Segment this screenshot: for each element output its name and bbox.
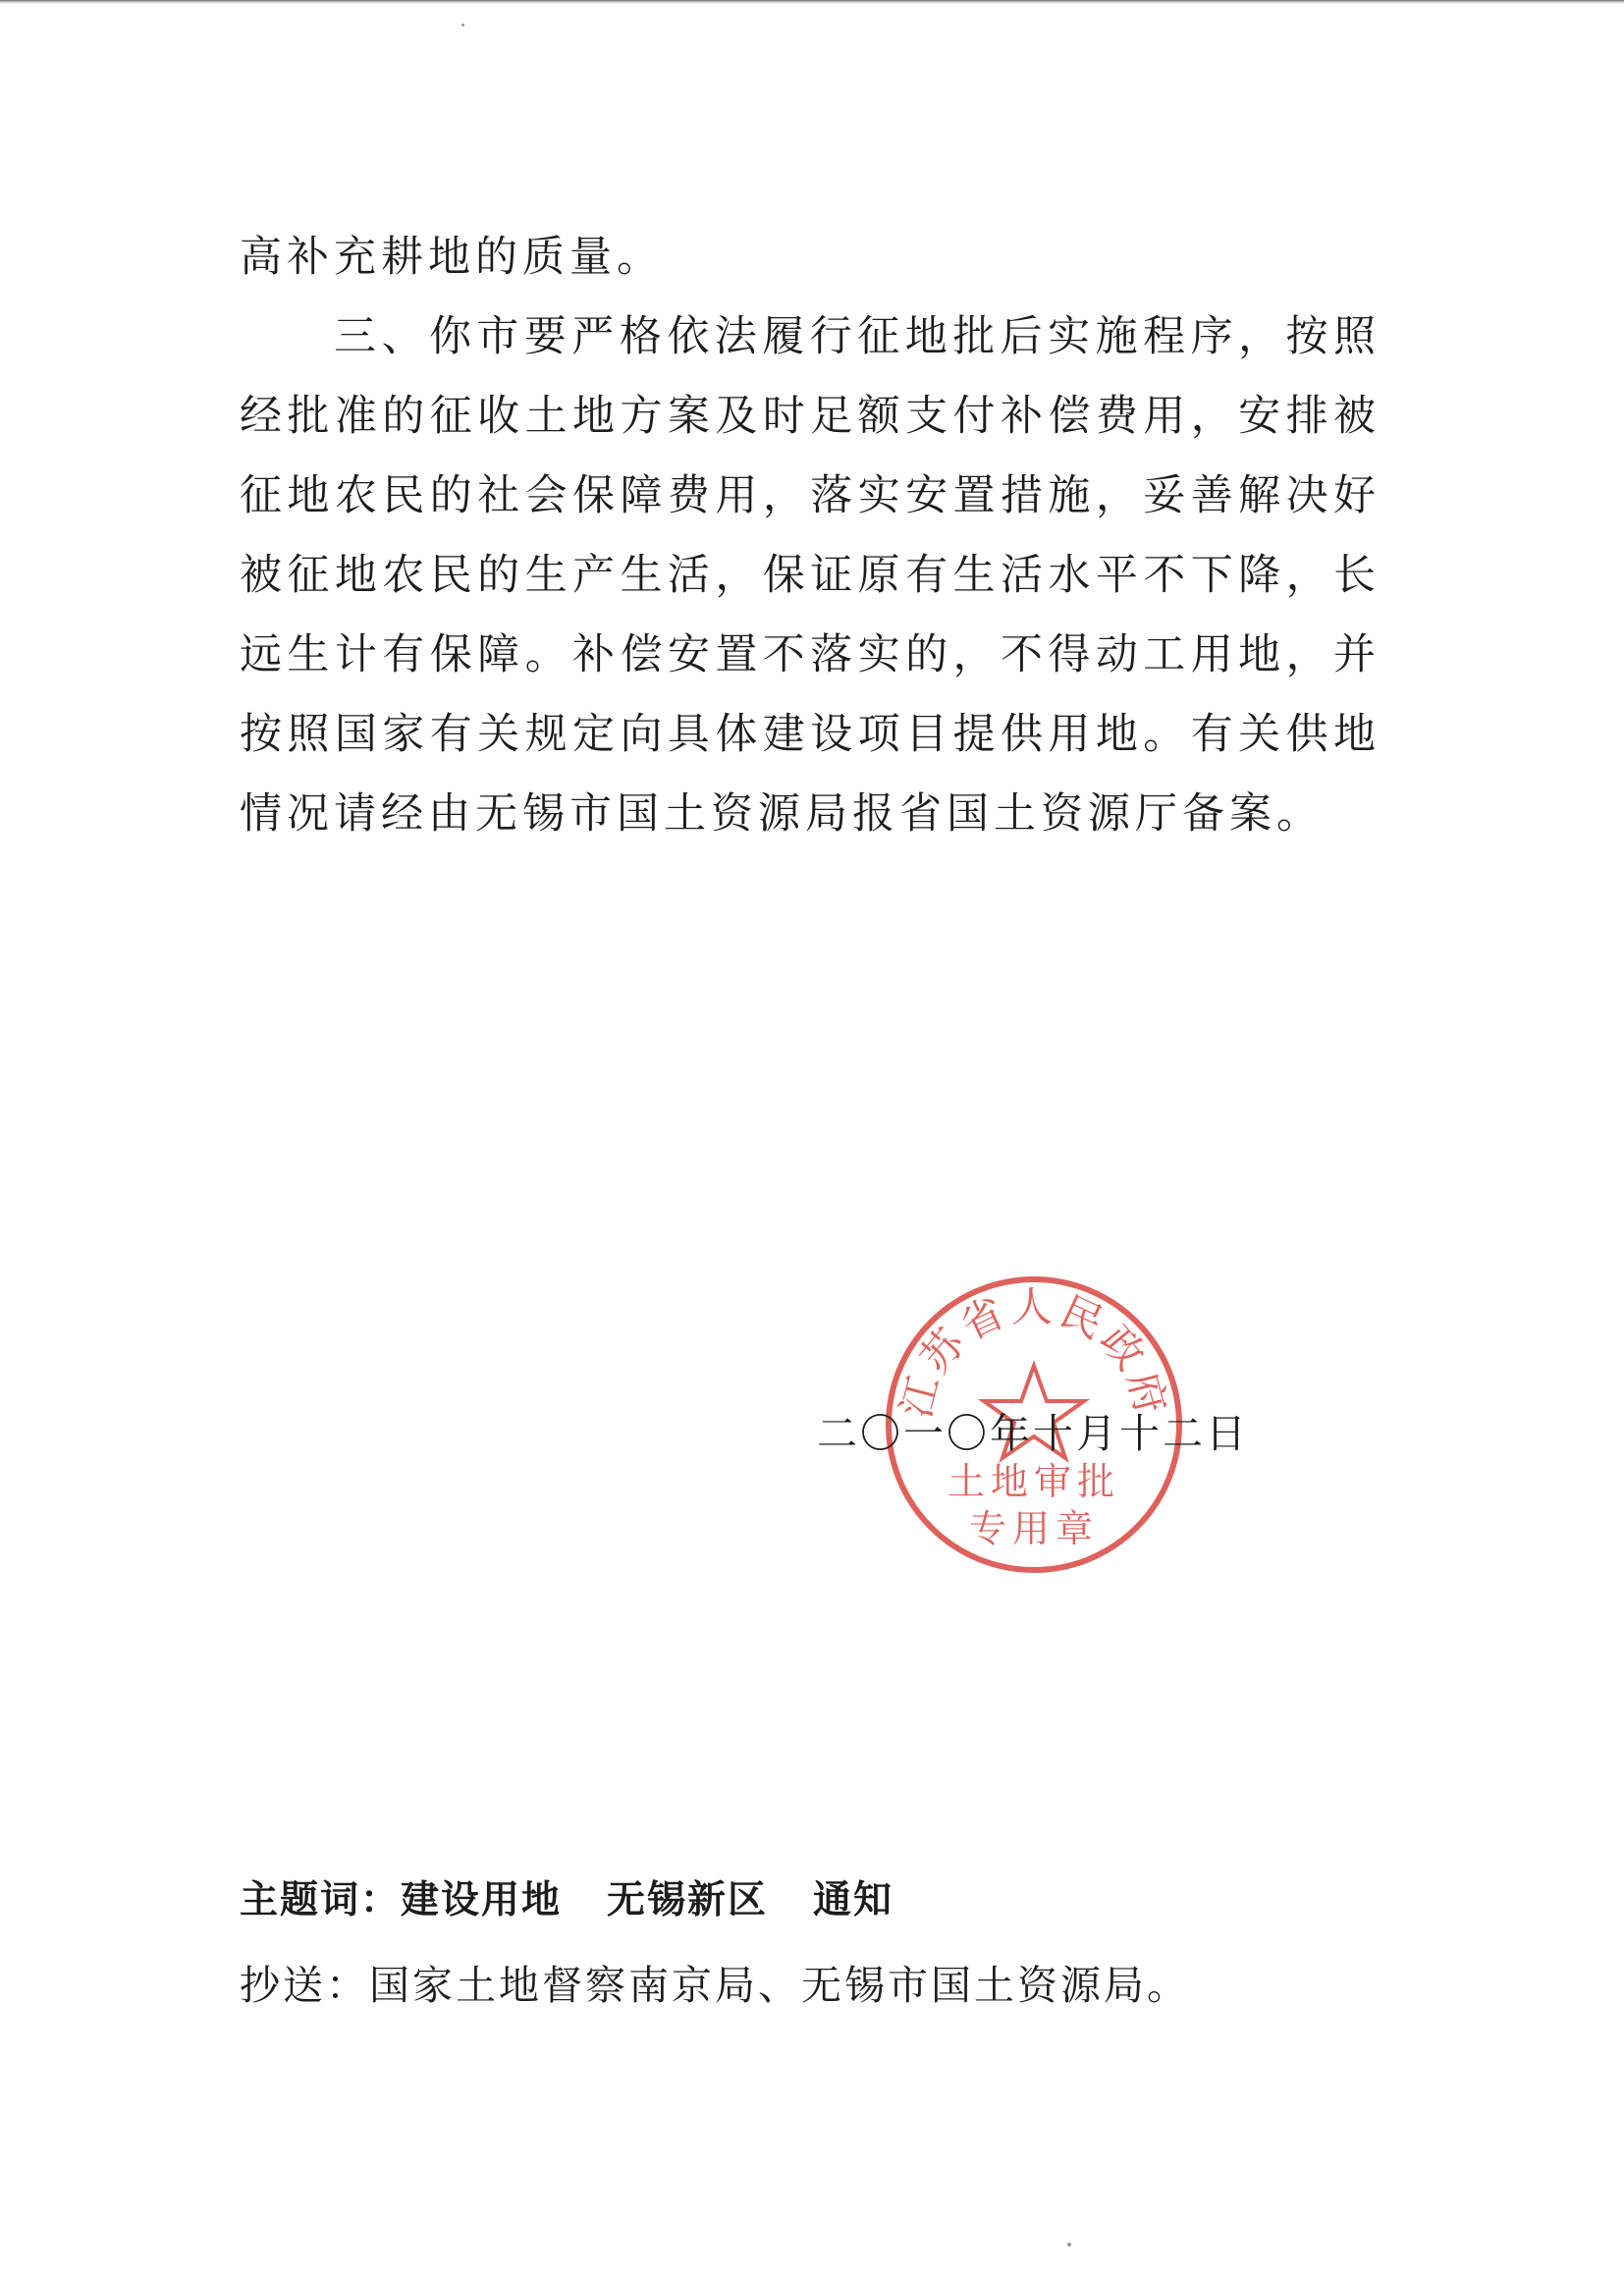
cc-recipients: 抄送：国家土地督察南京局、无锡市国土资源局。 xyxy=(240,1962,1190,2009)
keyword-item: 建设用地 xyxy=(401,1878,563,1922)
subject-keywords xyxy=(240,1871,1380,1930)
scan-speck xyxy=(1067,2243,1071,2246)
scan-top-edge xyxy=(0,0,1624,4)
scan-speck xyxy=(461,24,464,27)
keyword-item: 无锡新区 xyxy=(607,1878,769,1922)
paragraph-three: 三、你市要严格依法履行征地批后实施程序，按照经批准的征收土地方案及时足额支付补偿费用，安排被征地农民的社会保障费用，落实安置措施，妥善解决好被征地农民的生产生活，保证原有生活水平不下降，长远生计有保障。补偿安置不落实的，不得动工用地，并按照国家有关规定向具体建设项目提供用地。有关供地情况请经由无锡市国土资源局报省国土资源厅备案。 xyxy=(240,312,1380,839)
seal-inner-text-1: 土地审批 xyxy=(947,1460,1121,1503)
keywords-label: 主题词： xyxy=(240,1878,402,1922)
document-body xyxy=(240,218,1380,854)
seal-outer-text: 江苏省人民政府 xyxy=(891,1282,1177,1423)
signature-date: 二〇一〇年十月十二日 xyxy=(817,1410,1249,1457)
paragraph-continuation: 高补充耕地的质量。 xyxy=(240,233,664,282)
keyword-item: 通知 xyxy=(813,1878,894,1922)
seal-inner-text-2: 专用章 xyxy=(968,1507,1100,1550)
